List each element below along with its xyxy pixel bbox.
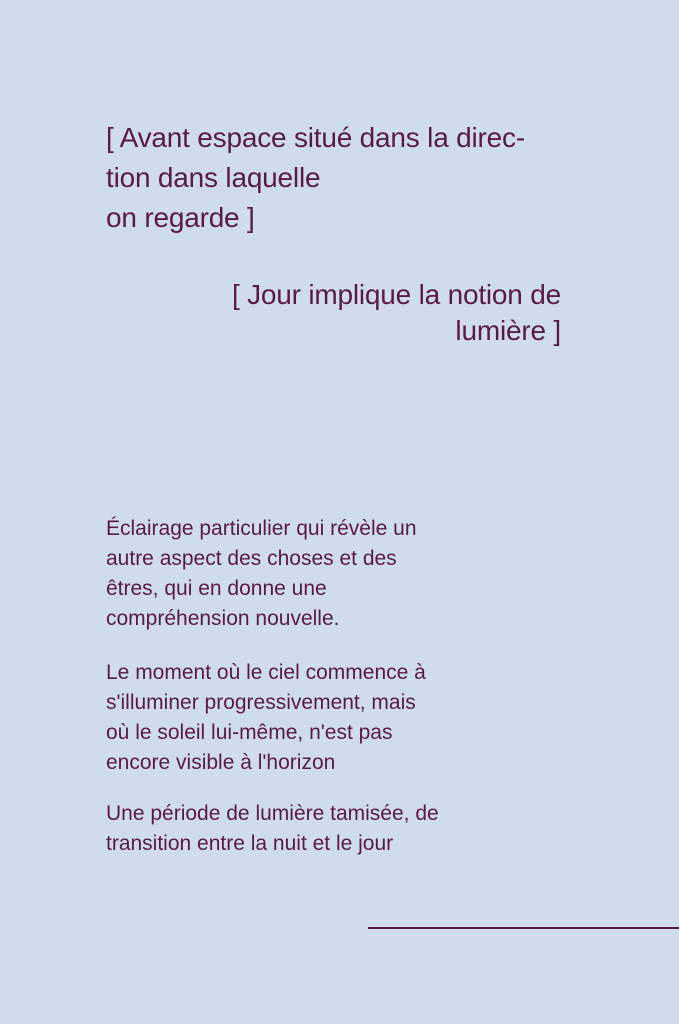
- paragraph-line: Éclairage particulier qui révèle un: [106, 517, 417, 540]
- definition-line: on regarde ]: [106, 202, 255, 233]
- definition-line: tion dans laquelle: [106, 162, 321, 193]
- paragraph-line: autre aspect des choses et des: [106, 547, 397, 570]
- paragraph-line: compréhension nouvelle.: [106, 607, 340, 630]
- paragraph-line: Le moment où le ciel commence à: [106, 661, 426, 684]
- paragraph-eclairage: [106, 514, 566, 634]
- paragraph-line: où le soleil lui-même, n'est pas: [106, 721, 393, 744]
- paragraph-periode: [106, 799, 566, 859]
- paragraph-line: encore visible à l'horizon: [106, 751, 336, 774]
- paragraph-moment: [106, 658, 566, 778]
- paragraph-line: êtres, qui en donne une: [106, 577, 327, 600]
- definition-line: [ Jour implique la notion de: [231, 279, 561, 310]
- definition-jour: [141, 277, 561, 349]
- definition-line: [ Avant espace situé dans la direc-: [106, 122, 525, 153]
- paragraph-line: transition entre la nuit et le jour: [106, 832, 394, 855]
- definition-avant: [106, 118, 586, 238]
- paragraph-line: s'illuminer progressivement, mais: [106, 691, 416, 714]
- paragraph-line: Une période de lumière tamisée, de: [106, 802, 439, 825]
- horizontal-rule: [368, 927, 679, 929]
- definition-line: lumière ]: [455, 315, 561, 346]
